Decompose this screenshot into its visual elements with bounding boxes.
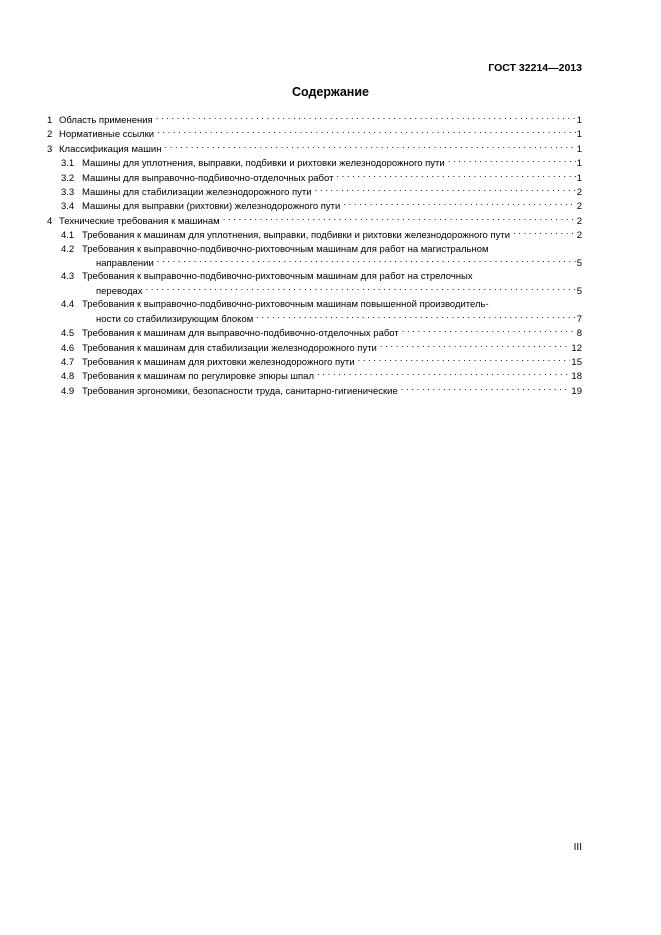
dot-leader <box>154 113 576 123</box>
page-number: III <box>573 842 582 853</box>
toc-entry-title: направлении <box>96 258 154 270</box>
toc-entry-title: Машины для выправки (рихтовки) железнодорожного пути <box>82 201 341 213</box>
toc-entry-number: 3.4 <box>61 201 75 213</box>
toc-entry-number: 3.3 <box>61 187 75 199</box>
toc-entry-title: Требования к выправочно-подбивочно-рихтовочным машинам для работ на стрелочных <box>82 271 473 283</box>
toc-entry-number: 4.7 <box>61 356 75 368</box>
toc-entry[interactable] <box>47 142 582 156</box>
dot-leader <box>254 312 575 322</box>
toc-entry[interactable] <box>47 228 582 242</box>
toc-entry-title: Требования к машинам для стабилизации железнодорожного пути <box>82 342 377 354</box>
toc-entry-title: Классификация машин <box>59 143 162 155</box>
toc-entry-page: 12 <box>571 342 582 354</box>
toc-entry[interactable] <box>47 127 582 141</box>
toc-entry-page: 8 <box>576 328 582 340</box>
dot-leader <box>315 369 570 379</box>
toc-entry-number: 3.1 <box>61 158 75 170</box>
toc-entry-page: 5 <box>576 285 582 297</box>
toc-entry-page: 15 <box>571 356 582 368</box>
page-title: Содержание <box>291 85 369 99</box>
toc-entry-page: 5 <box>576 258 582 270</box>
toc-entry[interactable] <box>47 326 582 340</box>
dot-leader <box>155 127 576 137</box>
toc-entry[interactable] <box>47 369 582 383</box>
toc-entry[interactable] <box>47 355 582 369</box>
dot-leader <box>334 171 575 181</box>
dot-leader <box>221 214 576 224</box>
toc-entry-number: 4.9 <box>61 385 75 397</box>
toc-entry-number: 4.8 <box>61 371 75 383</box>
toc-entry-number: 3 <box>47 143 53 155</box>
dot-leader <box>155 256 576 266</box>
toc-entry-number: 4.1 <box>61 230 75 242</box>
dot-leader <box>341 199 575 209</box>
dot-leader <box>511 228 576 238</box>
toc-entry-title: Нормативные ссылки <box>59 129 155 141</box>
toc-entry-number: 3.2 <box>61 172 75 184</box>
dot-leader <box>400 326 576 336</box>
toc-entry-page: 2 <box>576 201 582 213</box>
toc-entry-page: 2 <box>576 215 582 227</box>
toc-entry-title: Требования эргономики, безопасности труда, санитарно-гигиенические <box>82 385 398 397</box>
toc-entry-page: 2 <box>576 187 582 199</box>
toc-entry-title: Область применения <box>59 115 153 126</box>
toc-entry-number: 2 <box>47 129 53 141</box>
toc-entry-number: 1 <box>47 115 53 126</box>
toc-entry-number: 4.3 <box>61 271 75 283</box>
toc-entry-page: 1 <box>576 172 582 184</box>
toc-entry-title: Требования к выправочно-подбивочно-рихтовочным машинам повышенной производитель- <box>82 299 489 311</box>
toc-entry[interactable] <box>47 113 582 127</box>
toc-entry-title: Требования к машинам по регулировке эпюры шпал <box>82 371 315 383</box>
toc-entry-number: 4.5 <box>61 328 75 340</box>
dot-leader <box>399 384 571 394</box>
toc-entry-title: Машины для уплотнения, выправки, подбивки и рихтовки железнодорожного пути <box>82 158 445 170</box>
toc-entry-title: Требования к машинам для уплотнения, выправки, подбивки и рихтовки железнодорожного пути <box>82 230 511 242</box>
toc-entry-page: 2 <box>576 230 582 242</box>
toc-entry-title: Требования к машинам для выправочно-подбивочно-отделочных работ <box>82 328 399 340</box>
toc-entry-title: Технические требования к машинам <box>59 215 220 227</box>
toc-entry-title: ности со стабилизирующим блоком <box>96 313 254 325</box>
toc-entry-page: 7 <box>576 313 582 325</box>
toc-entry[interactable] <box>47 214 582 228</box>
toc-entry[interactable] <box>47 298 582 326</box>
toc-entry-page: 18 <box>571 371 582 383</box>
toc-entry[interactable] <box>47 199 582 213</box>
toc-entry[interactable] <box>47 384 582 398</box>
toc-entry[interactable] <box>47 171 582 185</box>
dot-leader <box>162 142 575 152</box>
dot-leader <box>144 284 576 294</box>
toc-entry-title: Требования к выправочно-подбивочно-рихтовочным машинам для работ на магистральном <box>82 243 489 255</box>
toc-entry-page: 19 <box>571 385 582 397</box>
toc-entry-page: 1 <box>576 158 582 170</box>
toc-entry-page: 1 <box>576 129 582 141</box>
toc-entry[interactable] <box>47 185 582 199</box>
dot-leader <box>356 355 571 365</box>
dot-leader <box>313 185 576 195</box>
table-of-contents <box>47 113 582 398</box>
toc-entry[interactable] <box>47 341 582 355</box>
toc-entry-title: Машины для стабилизации железнодорожного пути <box>82 187 312 199</box>
document-code: ГОСТ 32214—2013 <box>488 62 582 74</box>
dot-leader <box>378 341 571 351</box>
toc-entry-page: 1 <box>576 115 582 126</box>
toc-entry[interactable] <box>47 156 582 170</box>
toc-entry-number: 4.6 <box>61 342 75 354</box>
toc-entry-title: Требования к машинам для рихтовки железнодорожного пути <box>82 356 355 368</box>
toc-entry-number: 4.4 <box>61 299 75 311</box>
toc-entry-title: Машины для выправочно-подбивочно-отделочных работ <box>82 172 334 184</box>
toc-entry-number: 4 <box>47 215 53 227</box>
toc-entry[interactable] <box>47 243 582 271</box>
toc-entry-number: 4.2 <box>61 243 75 255</box>
dot-leader <box>446 156 576 166</box>
toc-entry-page: 1 <box>576 143 582 155</box>
toc-entry-title: переводах <box>96 285 143 297</box>
toc-entry[interactable] <box>47 270 582 298</box>
